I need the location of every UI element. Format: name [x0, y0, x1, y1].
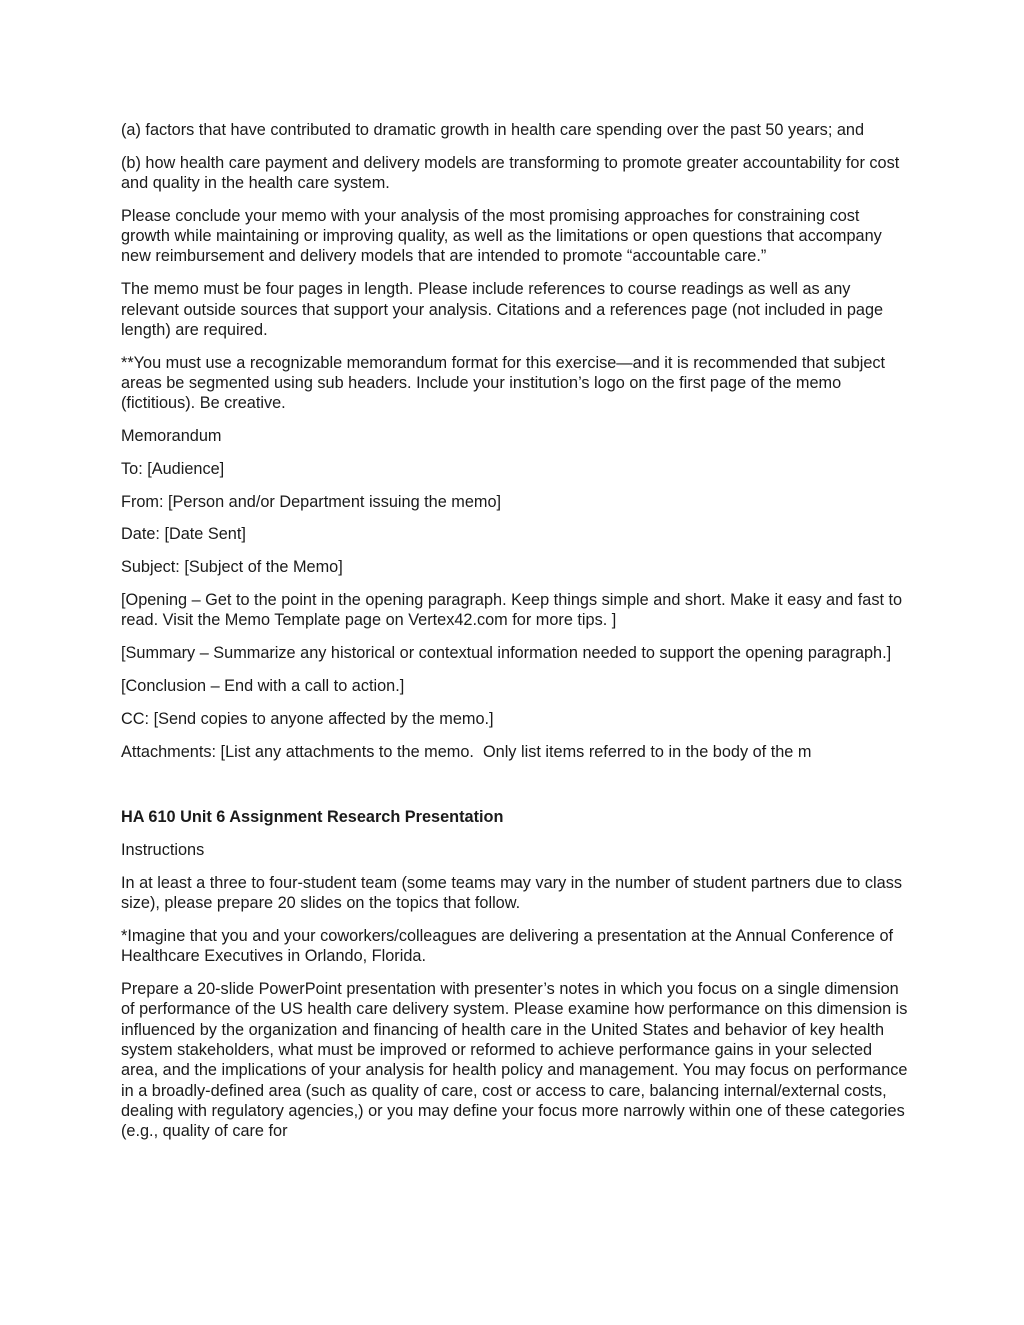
unit6-heading: HA 610 Unit 6 Assignment Research Presentation [121, 808, 504, 827]
memo-template-summary: [Summary – Summarize any historical or contextual information needed to support the opening paragraph.] [121, 644, 892, 663]
memo-template-attachments: Attachments: [List any attachments to the memo. Only list items referred to in the body of the m [121, 742, 812, 761]
memo-template-subject: Subject: [Subject of the Memo] [121, 558, 343, 577]
unit6-subheading: Instructions [121, 841, 205, 860]
memo-item-a: (a) factors that have contributed to dramatic growth in health care spending over the past 50 years; and [121, 121, 865, 139]
memo-template-from: From: [Person and/or Department issuing the memo] [121, 492, 502, 511]
unit6-prepare-instructions: Prepare a 20-slide PowerPoint presentation with presenter’s notes in which you focus on a single dimension of performance of the US health care delivery system. Please examine how performance on this dimension is influenced by the organization and financing of health care in the United States and behavior of key health system stakeholders, what must be improved or reformed to achieve performance gains in your selected area, and the implications of your analysis for health policy and management. You may focus on performance in a broadly-defined area (such as quality of care, cost or access to care, balancing internal/external costs, dealing with regulatory agencies,) or you may define your focus more narrowly within one of these categories (e.g., quality of care for [121, 980, 908, 1141]
memo-item-b: (b) how health care payment and delivery models are transforming to promote greater accountability for cost and quality in the health care system. [121, 153, 900, 193]
memo-template-to: To: [Audience] [121, 459, 225, 478]
memo-template-conclusion: [Conclusion – End with a call to action.] [121, 676, 405, 695]
memo-template-opening: [Opening – Get to the point in the opening paragraph. Keep things simple and short. Make it easy and fast to read. Visit the Memo Template page on Vertex42.com for more tips. ] [121, 591, 903, 630]
memo-length-requirement: The memo must be four pages in length. Please include references to course readings as well as any relevant outside sources that support your analysis. Citations and a references page (not included in page length) are required. [121, 280, 884, 339]
section-spacer [121, 774, 911, 807]
unit6-imagine-note: *Imagine that you and your coworkers/colleagues are delivering a presentation at the Annual Conference of Healthcare Executives in Orlando, Florida. [121, 927, 894, 966]
unit6-team-instructions: In at least a three to four-student team (some teams may vary in the number of student partners due to class size), please prepare 20 slides on the topics that follow. [121, 873, 902, 913]
memo-conclusion-instructions: Please conclude your memo with your analysis of the most promising approaches for constraining cost growth while maintaining or improving quality, as well as the limitations or open questions that accompany new reimbursement and delivery models that are intended to promote “accountable care.” [121, 206, 882, 266]
memo-template-title: Memorandum [121, 427, 222, 446]
document-page [121, 120, 911, 1154]
memo-template-date: Date: [Date Sent] [121, 525, 246, 544]
memo-template-cc: CC: [Send copies to anyone affected by the memo.] [121, 709, 494, 728]
memo-format-note: **You must use a recognizable memorandum format for this exercise—and it is recommended that subject areas be segmented using sub headers. Include your institution’s logo on the first page of the memo (fictitious). Be creative. [121, 353, 886, 413]
